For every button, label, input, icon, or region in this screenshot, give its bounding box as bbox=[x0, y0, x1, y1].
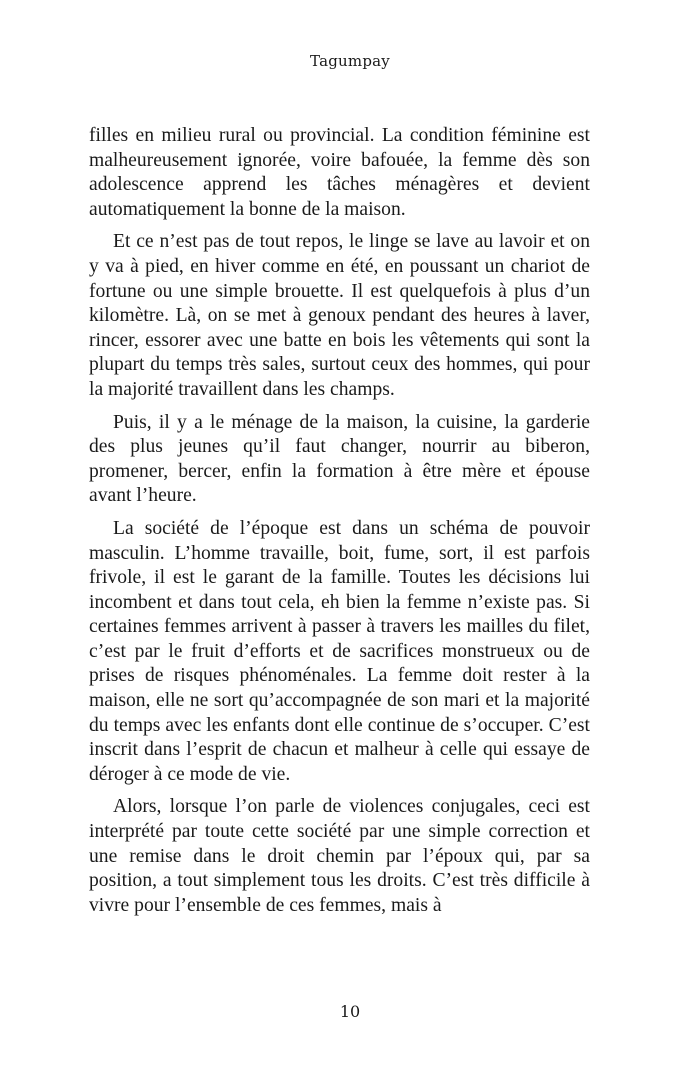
paragraph-continued: filles en milieu rural ou provincial. La condition féminine est malheureusement ignorée, voire bafouée, la femme dès son adolescence apprend les tâches ménagères et devient automatiquement la bonne de la maison. bbox=[89, 125, 590, 220]
body-text bbox=[89, 124, 590, 926]
paragraph: Alors, lorsque l’on parle de violences conjugales, ceci est interprété par toute cette société par une simple correction et une remise dans le droit chemin par l’époux qui, par sa position, a tout simplement tous les droits. C’est très difficile à vivre pour l’ensemble de ces femmes, mais à bbox=[89, 796, 590, 916]
page-number: 10 bbox=[339, 1002, 361, 1021]
paragraph: Puis, il y a le ménage de la maison, la cuisine, la garderie des plus jeunes qu’il faut changer, nourrir au biberon, promener, bercer, enfin la formation à être mère et épouse avant l’heure. bbox=[89, 411, 590, 507]
paragraph: Et ce n’est pas de tout repos, le linge se lave au lavoir et on y va à pied, en hiver comme en été, en poussant un chariot de fortune ou une simple brouette. Il est quelquefois à plus d’un kilomètre. Là, on se met à genoux pendant des heures à laver, rincer, essorer avec une batte en bois les vêtements qui sont la plupart du temps très sales, surtout ceux des hommes, qui pour la majorité travaillent dans les champs. bbox=[89, 231, 590, 400]
paragraph: La société de l’époque est dans un schéma de pouvoir masculin. L’homme travaille, boit, fume, sort, il est parfois frivole, il est le garant de la famille. Toutes les décisions lui incombent et dans tout cela, eh bien la femme n’existe pas. Si certaines femmes arrivent à passer à travers les mailles du filet, c’est par le fruit d’efforts et de sacrifices monstrueux ou de prises de risques phénoménales. La femme doit rester à la maison, elle ne sort qu’accompagnée de son mari et la majorité du temps avec les enfants dont elle continue de s’occuper. C’est inscrit dans l’esprit de chacun et malheur à celle qui essaye de déroger à ce mode de vie. bbox=[89, 517, 590, 785]
running-title: Tagumpay bbox=[310, 52, 390, 70]
